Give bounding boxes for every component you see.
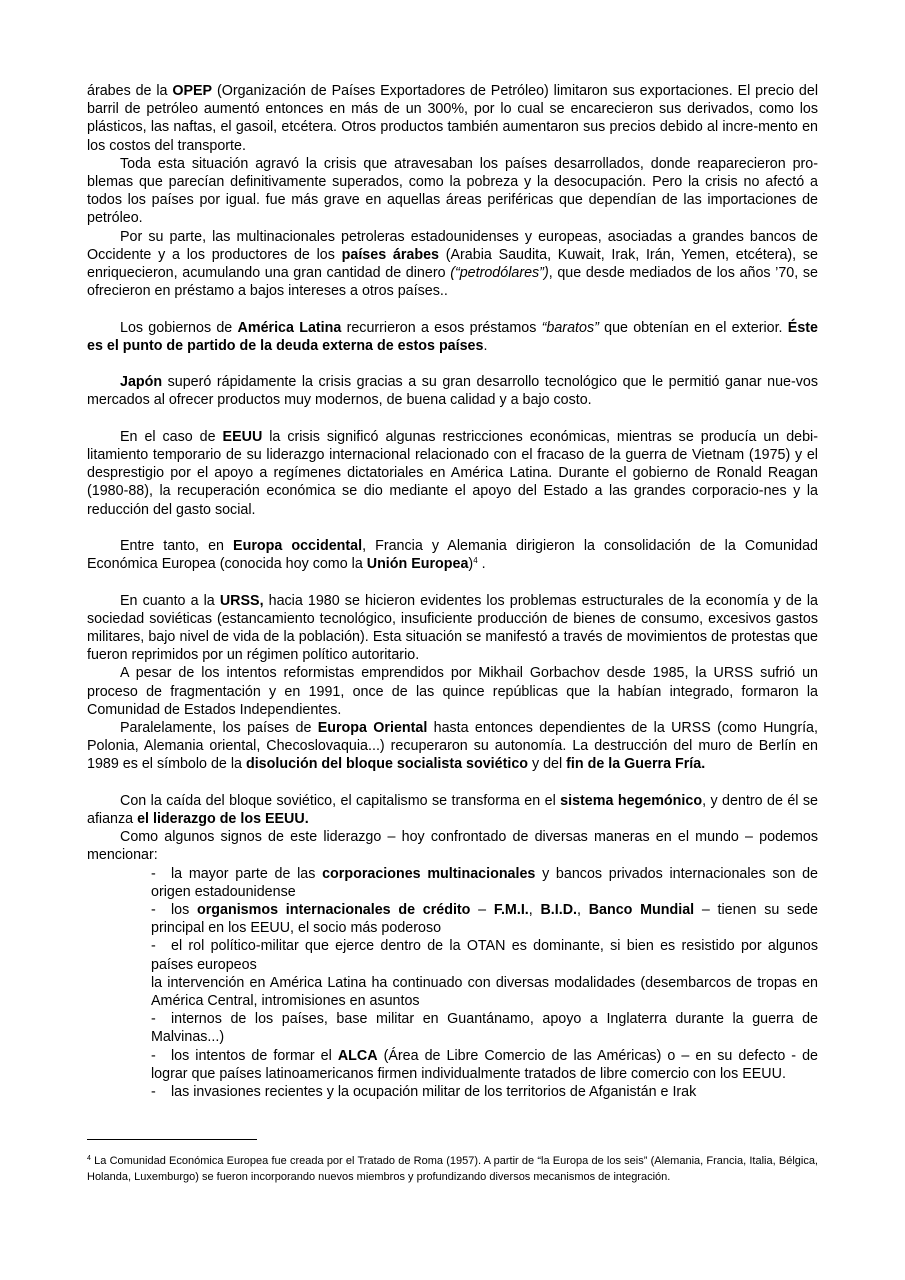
paragraph: Por su parte, las multinacionales petroleras estadounidenses y europeas, asociadas a grandes bancos de Occidente y a los productores de los países árabes (Arabia Saudita, Kuwait, Irak, Irán, Yemen, etcétera), se enriquecieron, acumulando una gran cantidad de dinero (“petrodólares”), que desde mediados de los años ’70, se ofrecieron en préstamo a bajos intereses a otros países..	[87, 228, 818, 300]
list-item: - internos de los países, base militar en Guantánamo, apoyo a Inglaterra durante la guerra de Malvinas...)	[151, 1011, 818, 1046]
body-text	[87, 82, 818, 1101]
list-item: - el rol político-militar que ejerce dentro de la OTAN es dominante, si bien es resistido por algunos países europeos	[151, 938, 818, 973]
footnote	[87, 1154, 818, 1185]
paragraph: Paralelamente, los países de Europa Oriental hasta entonces dependientes de la URSS (como Hungría, Polonia, Alemania oriental, Checoslovaquia...) recuperaron su autonomía. La destrucción del muro de Berlín en 1989 es el símbolo de la disolución del bloque socialista soviético y del fin de la Guerra Fría.	[87, 720, 818, 773]
paragraph: Los gobiernos de América Latina recurrieron a esos préstamos “baratos” que obtenían en el exterior. Éste es el punto de partido de la deuda externa de estos países.	[87, 319, 818, 354]
paragraph: Japón superó rápidamente la crisis gracias a su gran desarrollo tecnológico que le permitió ganar nue-vos mercados al ofrecer productos muy modernos, de buena calidad y a bajo costo.	[87, 374, 818, 409]
paragraph: Con la caída del bloque soviético, el capitalismo se transforma en el sistema hegemónico, y dentro de él se afianza el liderazgo de los EEUU.	[87, 792, 818, 828]
list-item: - los organismos internacionales de crédito – F.M.I., B.I.D., Banco Mundial – tienen su sede principal en los EEUU, el socio más poderoso	[151, 902, 819, 937]
list-item: - la mayor parte de las corporaciones multinacionales y bancos privados internacionales son de origen estadounidense	[151, 865, 818, 900]
footnote-reference: 4	[473, 556, 478, 566]
paragraph: A pesar de los intentos reformistas emprendidos por Mikhail Gorbachov desde 1985, la URSS sufrió un proceso de fragmentación y en 1991, once de las quince repúblicas que la habían integrado, formaron la Comunidad de Estados Independientes.	[87, 665, 818, 718]
footnote-separator	[87, 1139, 257, 1140]
list-item: - las invasiones recientes y la ocupación militar de los territorios de Afganistán e Irak	[151, 1084, 697, 1101]
footnote-text: La Comunidad Económica Europea fue creada por el Tratado de Roma (1957). A partir de “la Europa de los seis” (Alemania, Francia, Italia, Bélgica, Holanda, Luxemburgo) se fueron incorporando nuevos miembros y profundizando diversos mecanismos de integración.	[87, 1155, 818, 1183]
paragraph: Entre tanto, en Europa occidental, Francia y Alemania dirigieron la consolidación de la Comunidad Económica Europea (conocida hoy como la Unión Europea)$^4$ .	[87, 538, 818, 573]
paragraph: En cuanto a la URSS, hacia 1980 se hicieron evidentes los problemas estructurales de la economía y de la sociedad soviéticas (estancamiento tecnológico, insuficiente producción de bienes de consumo, excesivos gastos militares, bajo nivel de vida de la población). Esta situación se manifestó a través de movimientos de protestas que fueron reprimidos por un régimen político autoritario.	[87, 592, 818, 664]
list-item: - los intentos de formar el ALCA (Área de Libre Comercio de las Américas) o – en su defecto - de lograr que países latinoamericanos firmen individualmente tratados de libre comercio con los EEUU.	[151, 1047, 819, 1082]
paragraph: En el caso de EEUU la crisis significó algunas restricciones económicas, mientras se producía un debi-litamiento temporario de su liderazgo internacional relacionado con el fracaso de la guerra de Vietnam (1975) y el desprestigio por el apoyo a regímenes dictatoriales en América Latina. Durante el gobierno de Ronald Reagan (1980-88), la recuperación económica se dio mediante el apoyo del Estado a las grandes corporacio-nes y la reducción del gasto social.	[87, 428, 818, 518]
paragraph: Como algunos signos de este liderazgo – hoy confrontado de diversas maneras en el mundo – podemos mencionar:	[87, 829, 818, 864]
paragraph: árabes de la OPEP (Organización de Países Exportadores de Petróleo) limitaron sus exportaciones. El precio del barril de petróleo aumentó entonces en más de un 300%, por lo cual se encarecieron sus derivados, como los plásticos, las naftas, el gasoil, etcétera. Otros productos también aumentaron sus precios debido al incre-mento en los costos del transporte.	[87, 83, 818, 154]
paragraph: Toda esta situación agravó la crisis que atravesaban los países desarrollados, donde reaparecieron pro-blemas que parecían definitivamente superados, como la pobreza y la desocupación. Pero la crisis no afectó a todos los países por igual. fue más grave en aquellas áreas periféricas que dependían de las importaciones de petróleo.	[87, 155, 818, 227]
footnote-number: 4	[87, 1155, 91, 1162]
list-item: la intervención en América Latina ha continuado con diversas modalidades (desembarcos de tropas en América Central, intromisiones en asuntos	[151, 974, 818, 1010]
